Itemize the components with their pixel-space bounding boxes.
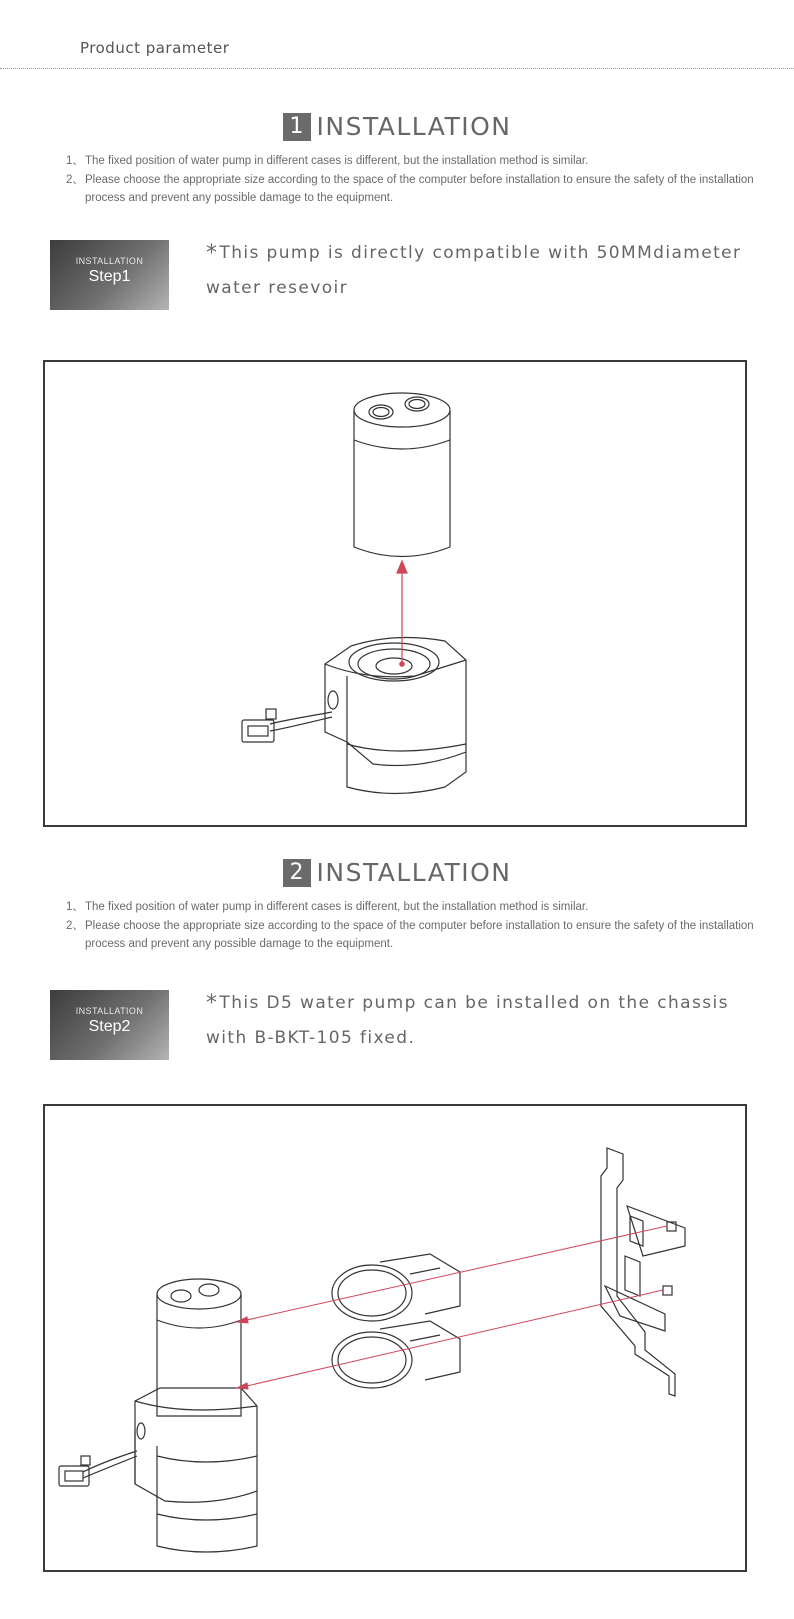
section-2-title: [0, 858, 794, 888]
step-1-note: [206, 236, 766, 305]
step-2-badge: [50, 990, 169, 1060]
note-text: Please choose the appropriate size according to the space of the computer before installation to ensure the safety of the installation process and prevent any possible damage to the equipment.: [85, 173, 754, 204]
step-2-note: [206, 986, 766, 1055]
section-2-notes: [66, 898, 756, 954]
note-item: [66, 152, 756, 171]
step-badge-caption: INSTALLATION: [75, 256, 144, 266]
note-text: The fixed position of water pump in different cases is different, but the installation method is similar.: [85, 901, 589, 913]
note-index: 2、: [66, 173, 84, 186]
section-1-notes: [66, 152, 756, 208]
section-number-badge: 1: [283, 113, 311, 141]
step-1-badge: [50, 240, 169, 310]
figure-1-frame: [43, 360, 747, 827]
note-text: Please choose the appropriate size according to the space of the computer before installation to ensure the safety of the installation process and prevent any possible damage to the equipment.: [85, 919, 754, 950]
asterisk-mark: *: [206, 241, 219, 266]
note-item: [66, 171, 756, 208]
note-item: [66, 917, 756, 954]
page-header-title: Product parameter: [80, 39, 230, 57]
step-badge-caption: INSTALLATION: [75, 1006, 144, 1016]
pump-reservoir-assembly-illustration: [45, 362, 745, 825]
section-number-badge: 2: [283, 859, 311, 887]
note-index: 2、: [66, 919, 84, 932]
note-index: 1、: [66, 155, 84, 167]
note-item: [66, 898, 756, 917]
section-1-title: [0, 112, 794, 142]
step-badge-label: Step2: [88, 1018, 131, 1035]
note-index: 1、: [66, 901, 84, 913]
section-heading: INSTALLATION: [316, 112, 512, 141]
pump-bracket-mounting-illustration: [45, 1106, 745, 1570]
header-divider: [0, 68, 794, 69]
step-note-text: This D5 water pump can be installed on the chassis with B-BKT-105 fixed.: [206, 993, 729, 1048]
step-note-text: This pump is directly compatible with 50MMdiameter water resevoir: [206, 243, 742, 298]
note-text: The fixed position of water pump in different cases is different, but the installation method is similar.: [85, 155, 589, 167]
asterisk-mark: *: [206, 991, 219, 1016]
section-heading: INSTALLATION: [316, 858, 512, 887]
figure-2-frame: [43, 1104, 747, 1572]
step-badge-label: Step1: [88, 268, 131, 285]
